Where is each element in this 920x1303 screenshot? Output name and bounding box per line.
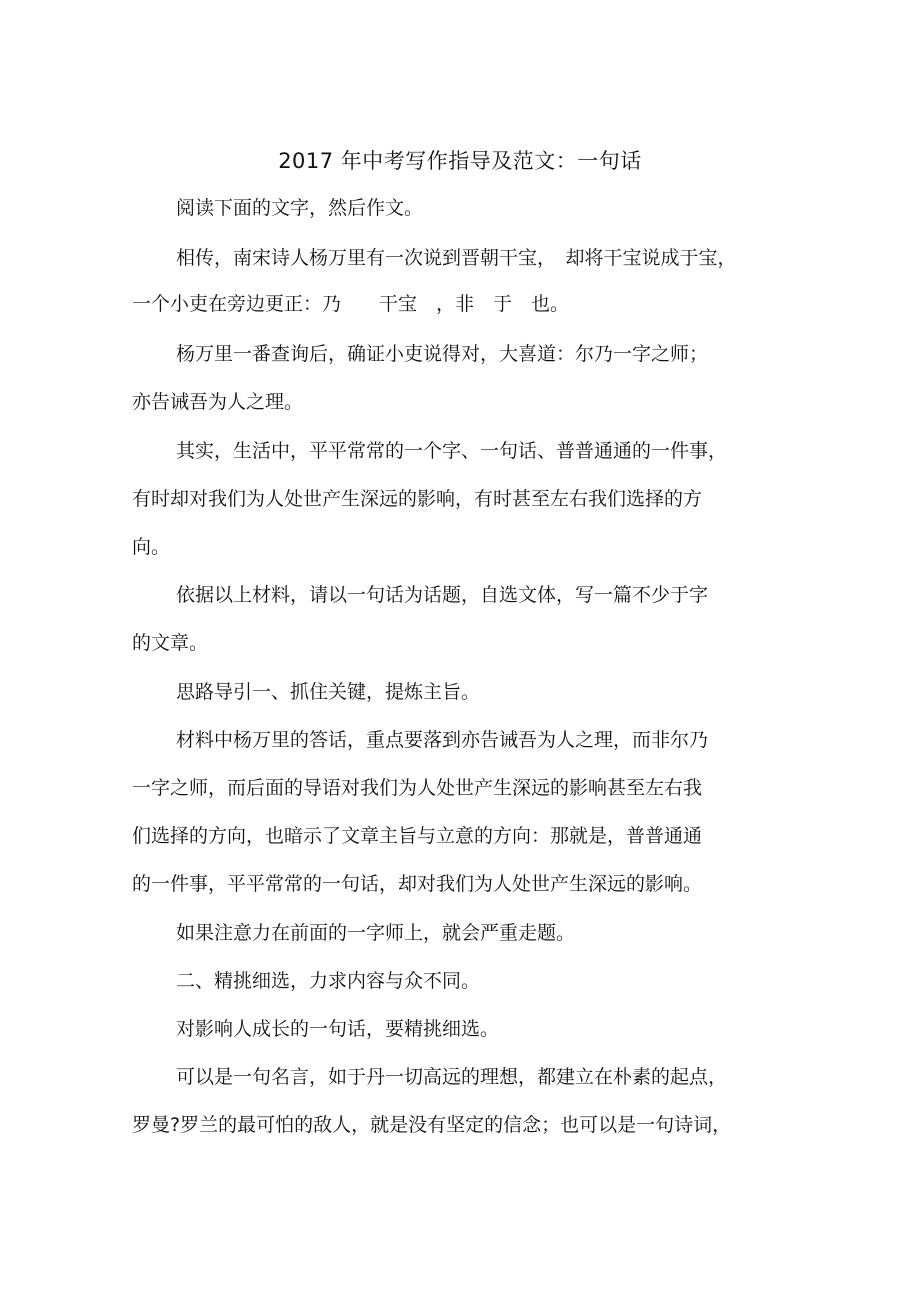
paragraph-line: 一字之师，而后面的导语对我们为人处世产生深远的影响甚至左右我: [132, 777, 703, 799]
paragraph-line: 罗曼?罗兰的最可怕的敌人，就是没有坚定的信念；也可以是一句诗词，: [132, 1114, 732, 1136]
paragraph-line: 对影响人成长的一句话，要精挑细选。: [176, 1018, 500, 1040]
paragraph-line: 可以是一句名言，如于丹一切高远的理想，都建立在朴素的起点，: [176, 1066, 728, 1088]
paragraph-line: 阅读下面的文字，然后作文。: [176, 197, 424, 219]
paragraph-line: 向。: [132, 536, 171, 558]
paragraph-line: 如果注意力在前面的一字师上，就会严重走题。: [176, 922, 576, 944]
paragraph-line: 们选择的方向，也暗示了文章主旨与立意的方向：那就是，普普通通: [132, 825, 703, 847]
paragraph-line: 其实，生活中，平平常常的一个字、一句话、普普通通的一件事，: [176, 440, 728, 462]
paragraph-line: 二、精挑细选，力求内容与众不同。: [176, 970, 481, 992]
paragraph-line: 有时却对我们为人处世产生深远的影响，有时甚至左右我们选择的方: [132, 488, 703, 510]
paragraph-line: 相传，南宋诗人杨万里有一次说到晋朝干宝， 却将干宝说成于宝，: [176, 247, 737, 269]
paragraph-line: 思路导引一、抓住关键，提炼主旨。: [176, 681, 481, 703]
paragraph-line: 依据以上材料，请以一句话为话题，自选文体，写一篇不少于字: [176, 584, 709, 606]
document-title: 2017 年中考写作指导及范文：一句话: [278, 149, 642, 173]
paragraph-line: 一个小吏在旁边更正：乃 干宝 ，非 于 也。: [132, 293, 570, 315]
paragraph-line: 的文章。: [132, 632, 209, 654]
paragraph-line: 杨万里一番查询后，确证小吏说得对，大喜道：尔乃一字之师；: [176, 343, 709, 365]
paragraph-line: 亦告诫吾为人之理。: [132, 391, 304, 413]
paragraph-line: 材料中杨万里的答话，重点要落到亦告诫吾为人之理，而非尔乃: [176, 729, 709, 751]
paragraph-line: 的一件事，平平常常的一句话，却对我们为人处世产生深远的影响。: [132, 873, 703, 895]
